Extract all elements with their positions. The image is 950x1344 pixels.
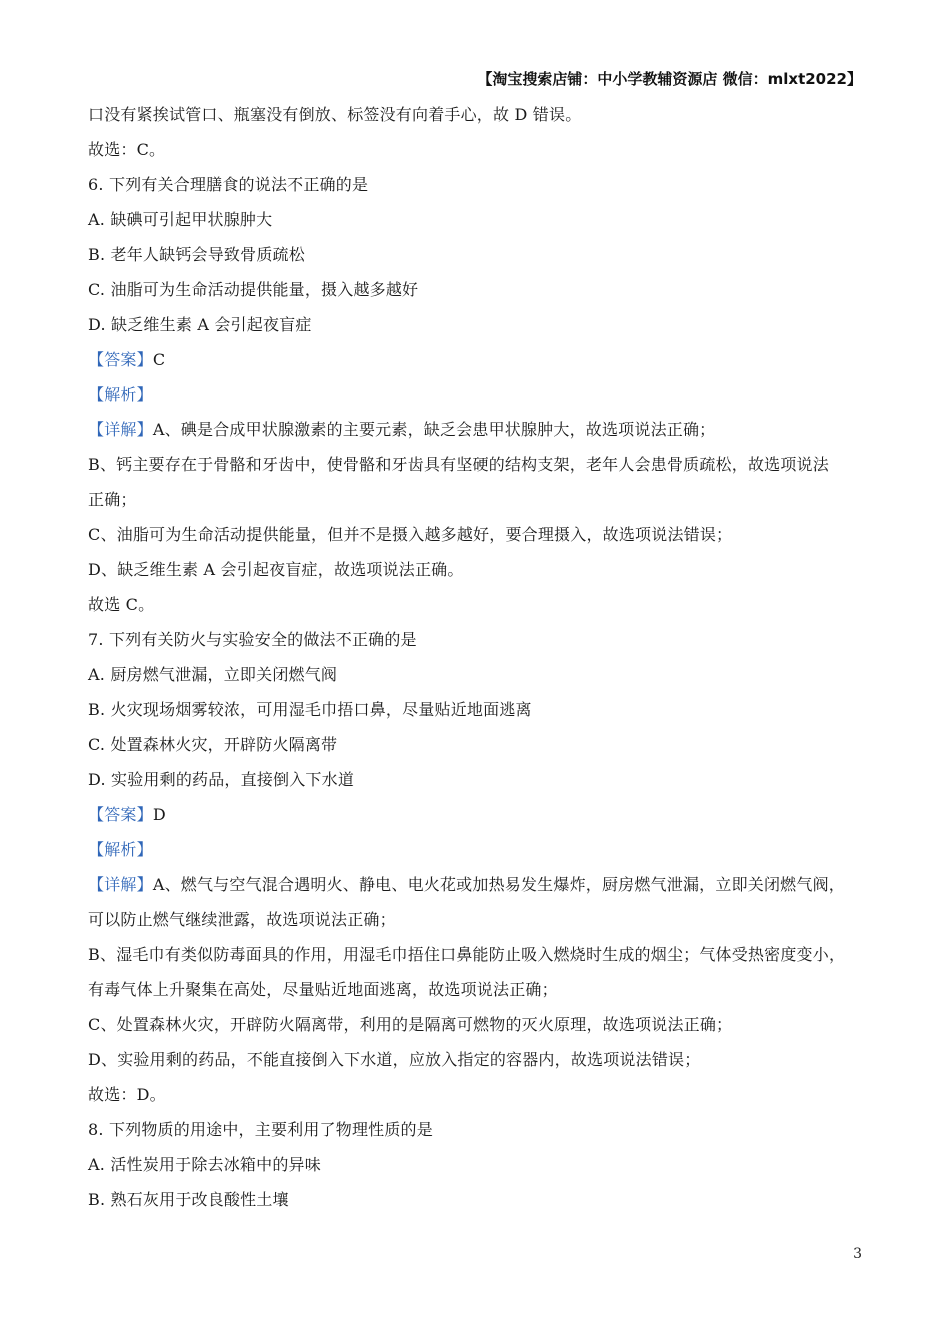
text-line	[88, 762, 866, 797]
line-text: B. 火灾现场烟雾较浓，可用湿毛巾捂口鼻，尽量贴近地面逃离	[88, 700, 532, 719]
line-text: C. 处置森林火灾，开辟防火隔离带	[88, 735, 338, 754]
text-line	[88, 902, 866, 937]
text-line	[88, 657, 866, 692]
line-text: B、湿毛巾有类似防毒面具的作用，用湿毛巾捂住口鼻能防止吸入燃烧时生成的烟尘；气体受热密度变小，	[88, 945, 846, 964]
line-text: B. 熟石灰用于改良酸性土壤	[88, 1190, 289, 1209]
line-text: 正确；	[88, 490, 137, 509]
text-line	[88, 692, 866, 727]
text-line	[88, 97, 866, 132]
line-text: C、处置森林火灾，开辟防火隔离带，利用的是隔离可燃物的灭火原理，故选项说法正确；	[88, 1015, 733, 1034]
line-text: A、碘是合成甲状腺激素的主要元素，缺乏会患甲状腺肿大，故选项说法正确；	[152, 420, 716, 439]
line-text: 6. 下列有关合理膳食的说法不正确的是	[88, 175, 369, 194]
line-text: 故选：C。	[88, 140, 166, 159]
text-line	[88, 587, 866, 622]
text-line	[88, 832, 866, 867]
text-line	[88, 937, 866, 972]
text-line	[88, 972, 866, 1007]
text-line	[88, 447, 866, 482]
section-label: 【解析】	[88, 840, 153, 859]
line-text: C、油脂可为生命活动提供能量，但并不是摄入越多越好，要合理摄入，故选项说法错误；	[88, 525, 733, 544]
page-header: 【淘宝搜索店铺：中小学教辅资源店 微信：mlxt2022】	[477, 70, 862, 88]
text-line	[88, 272, 866, 307]
text-line	[88, 307, 866, 342]
text-line	[88, 342, 866, 377]
document-body	[88, 97, 866, 1217]
text-line	[88, 1077, 866, 1112]
text-line	[88, 377, 866, 412]
text-line	[88, 237, 866, 272]
text-line	[88, 1147, 866, 1182]
text-line	[88, 1042, 866, 1077]
line-text: 有毒气体上升聚集在高处，尽量贴近地面逃离，故选项说法正确；	[88, 980, 558, 999]
text-line	[88, 727, 866, 762]
text-line	[88, 482, 866, 517]
text-line	[88, 1182, 866, 1217]
section-label: 【详解】	[88, 420, 153, 439]
line-text: 可以防止燃气继续泄露，故选项说法正确；	[88, 910, 396, 929]
text-line	[88, 1007, 866, 1042]
text-line	[88, 1112, 866, 1147]
section-label: 【答案】	[88, 350, 153, 369]
line-text: A、燃气与空气混合遇明火、静电、电火花或加热易发生爆炸，厨房燃气泄漏，立即关闭燃气阀，	[152, 875, 845, 894]
text-line	[88, 517, 866, 552]
line-text: D. 实验用剩的药品，直接倒入下水道	[88, 770, 355, 789]
text-line	[88, 867, 866, 902]
line-text: 口没有紧挨试管口、瓶塞没有倒放、标签没有向着手心，故 D 错误。	[88, 105, 582, 124]
text-line	[88, 202, 866, 237]
line-text: C. 油脂可为生命活动提供能量，摄入越多越好	[88, 280, 419, 299]
line-text: D	[152, 805, 166, 824]
text-line	[88, 622, 866, 657]
line-text: A. 活性炭用于除去冰箱中的异味	[88, 1155, 321, 1174]
text-line	[88, 412, 866, 447]
line-text: B、钙主要存在于骨骼和牙齿中，使骨骼和牙齿具有坚硬的结构支架，老年人会患骨质疏松，故选项说法	[88, 455, 829, 474]
line-text: D、实验用剩的药品，不能直接倒入下水道，应放入指定的容器内，故选项说法错误；	[88, 1050, 701, 1069]
line-text: 7. 下列有关防火与实验安全的做法不正确的是	[88, 630, 417, 649]
line-text: D. 缺乏维生素 A 会引起夜盲症	[88, 315, 312, 334]
line-text: 故选：D。	[88, 1085, 166, 1104]
text-line	[88, 552, 866, 587]
line-text: D、缺乏维生素 A 会引起夜盲症，故选项说法正确。	[88, 560, 464, 579]
section-label: 【答案】	[88, 805, 153, 824]
line-text: 故选 C。	[88, 595, 155, 614]
text-line	[88, 797, 866, 832]
line-text: A. 缺碘可引起甲状腺肿大	[88, 210, 273, 229]
text-line	[88, 167, 866, 202]
section-label: 【解析】	[88, 385, 153, 404]
line-text: C	[152, 350, 166, 369]
line-text: 8. 下列物质的用途中，主要利用了物理性质的是	[88, 1120, 433, 1139]
page-number: 3	[853, 1246, 862, 1262]
line-text: A. 厨房燃气泄漏，立即关闭燃气阀	[88, 665, 338, 684]
section-label: 【详解】	[88, 875, 153, 894]
line-text: B. 老年人缺钙会导致骨质疏松	[88, 245, 305, 264]
text-line	[88, 132, 866, 167]
